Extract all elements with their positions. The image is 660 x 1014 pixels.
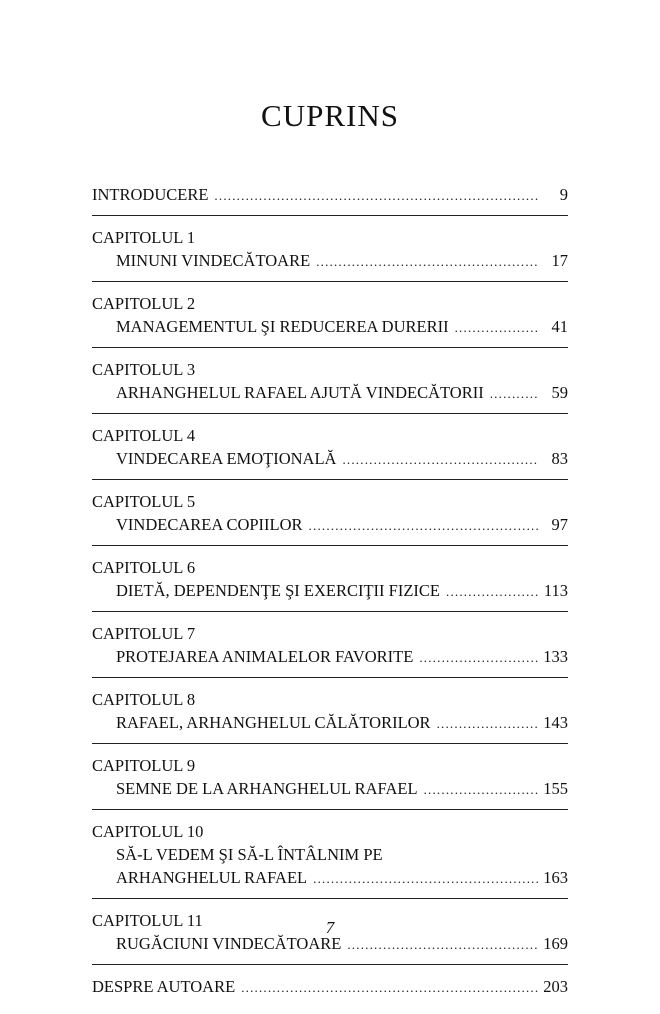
entry-title: MINUNI VINDECĂTOARE [116,251,311,270]
toc-entry [92,685,568,744]
dot-leader [313,867,538,890]
entry-title: VINDECAREA EMOŢIONALĂ [116,449,337,468]
entry-title: INTRODUCERE [92,185,209,204]
entry-row [92,645,568,669]
entry-row [92,777,568,801]
chapter-label: CAPITOLUL 5 [92,492,196,511]
entry-page-number: 143 [543,713,568,732]
dot-leader [446,580,538,603]
chapter-label: CAPITOLUL 6 [92,558,196,577]
entry-row [92,381,568,405]
page-title: CUPRINS [261,98,399,133]
dot-leader [419,646,538,669]
entry-row [92,447,568,471]
entry-row [92,249,568,273]
entry-title: MANAGEMENTUL ŞI REDUCEREA DURERII [116,317,449,336]
toc-entry [92,289,568,348]
chapter-label: CAPITOLUL 7 [92,624,196,643]
entry-title: DIETĂ, DEPENDENŢE ŞI EXERCIŢII FIZICE [116,581,440,600]
entry-page-number: 169 [543,934,568,953]
chapter-label: CAPITOLUL 8 [92,690,196,709]
toc-entry [92,487,568,546]
toc-entry [92,180,568,216]
toc-entry [92,355,568,414]
entry-title: SEMNE DE LA ARHANGHELUL RAFAEL [116,779,418,798]
chapter-label: CAPITOLUL 9 [92,756,196,775]
entry-title-line: SĂ-L VEDEM ŞI SĂ-L ÎNTÂLNIM PE [116,845,383,864]
dot-leader [437,712,538,735]
chapter-label: CAPITOLUL 4 [92,426,196,445]
chapter-label: CAPITOLUL 10 [92,822,204,841]
dot-leader [214,184,538,207]
entry-title: VINDECAREA COPIILOR [116,515,303,534]
table-of-contents [92,180,568,1014]
entry-page-number: 9 [559,185,568,204]
dot-leader [490,382,538,405]
toc-entry [92,553,568,612]
toc-entry [92,421,568,480]
entry-row [92,866,568,890]
chapter-label: CAPITOLUL 11 [92,911,203,930]
entry-row [92,315,568,339]
entry-title: ARHANGHELUL RAFAEL AJUTĂ VINDECĂTORII [116,383,484,402]
toc-entry [92,817,568,899]
entry-page-number: 133 [543,647,568,666]
entry-title: RAFAEL, ARHANGHELUL CĂLĂTORILOR [116,713,431,732]
entry-row [92,579,568,603]
entry-title: RUGĂCIUNI VINDECĂTOARE [116,934,342,953]
entry-page-number: 163 [543,868,568,887]
entry-page-number: 41 [551,317,568,336]
entry-page-number: 97 [551,515,568,534]
entry-page-number: 59 [551,383,568,402]
entry-title: ARHANGHELUL RAFAEL [116,868,308,887]
toc-entry [92,619,568,678]
entry-title: DESPRE AUTOARE [92,977,236,996]
entry-row [92,513,568,537]
entry-page-number: 203 [543,977,568,996]
dot-leader [424,778,538,801]
chapter-label: CAPITOLUL 3 [92,360,196,379]
entry-title: PROTEJAREA ANIMALELOR FAVORITE [116,647,414,666]
entry-page-number: 113 [543,581,568,600]
dot-leader [455,316,538,339]
entry-page-number: 83 [551,449,568,468]
page-number: 7 [325,918,335,937]
entry-page-number: 17 [551,251,568,270]
entry-row [92,183,568,207]
toc-entry [92,751,568,810]
chapter-label: CAPITOLUL 1 [92,228,196,247]
toc-entry [92,972,568,1007]
entry-row [92,975,568,999]
dot-leader [241,976,538,999]
dot-leader [316,250,538,273]
dot-leader [342,448,538,471]
chapter-label: CAPITOLUL 2 [92,294,196,313]
toc-entry [92,223,568,282]
dot-leader [309,514,538,537]
entry-row [92,711,568,735]
entry-page-number: 155 [543,779,568,798]
